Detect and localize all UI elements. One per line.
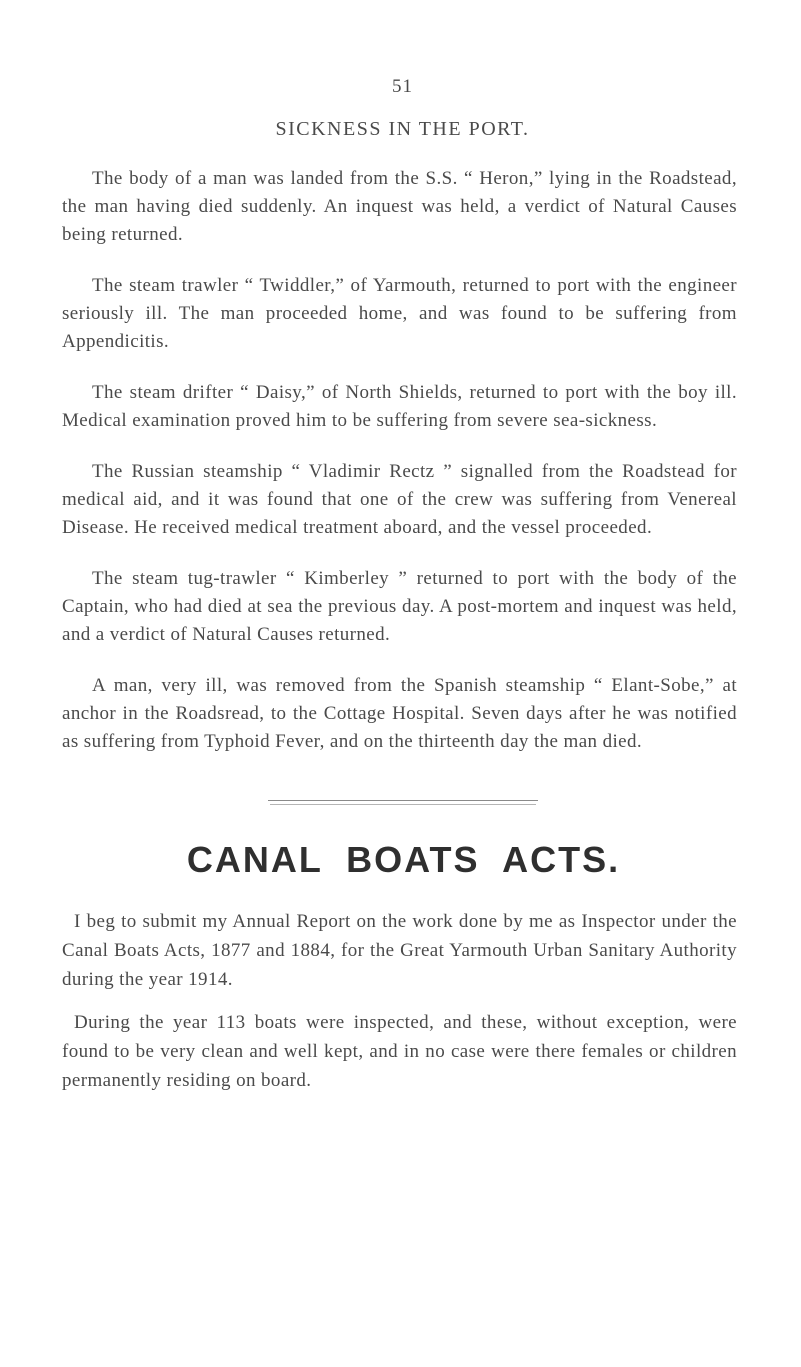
paragraph: The steam trawler “ Twiddler,” of Yarmouth, returned to port with the engineer seriously ill. The man proceeded home, and was found to be suffering from Appendicitis. xyxy=(62,275,737,352)
paragraph: The steam tug-trawler “ Kimberley ” returned to port with the body of the Captain, who had died at sea the previous day. A post-mortem and inquest was held, and a verdict of Natural Causes returned. xyxy=(62,568,737,645)
paragraph: The body of a man was landed from the S.S. “ Heron,” lying in the Roadstead, the man having died suddenly. An inquest was held, a verdict of Natural Causes being returned. xyxy=(62,168,737,245)
paragraph: I beg to submit my Annual Report on the work done by me as Inspector under the Canal Boats Acts, 1877 and 1884, for the Great Yarmouth Urban Sanitary Authority during the year 1914. xyxy=(62,911,737,990)
paragraph: A man, very ill, was removed from the Spanish steamship “ Elant-Sobe,” at anchor in the Roadsread, to the Cottage Hospital. Seven days after he was notified as suffering from Typhoid Fever, and on the thirteenth day the man died. xyxy=(62,675,737,752)
document-page xyxy=(62,0,737,1109)
paragraph: During the year 113 boats were inspected, and these, without exception, were found to be very clean and well kept, and in no case were there females or children permanently residing on board. xyxy=(62,1012,737,1091)
section-divider xyxy=(268,800,538,801)
paragraph: The steam drifter “ Daisy,” of North Shields, returned to port with the boy ill. Medical examination proved him to be suffering from severe sea-sickness. xyxy=(62,382,737,431)
page-number: 51 xyxy=(392,76,413,97)
section-title: SICKNESS IN THE PORT. xyxy=(275,118,530,140)
paragraph: The Russian steamship “ Vladimir Rectz ” signalled from the Roadstead for medical aid, and it was found that one of the crew was suffering from Venereal Disease. He received medical treatment aboard, and the vessel proceeded. xyxy=(62,461,737,538)
canal-boats-heading: CANAL BOATS ACTS. xyxy=(186,839,621,880)
section-divider-secondary xyxy=(270,804,536,805)
